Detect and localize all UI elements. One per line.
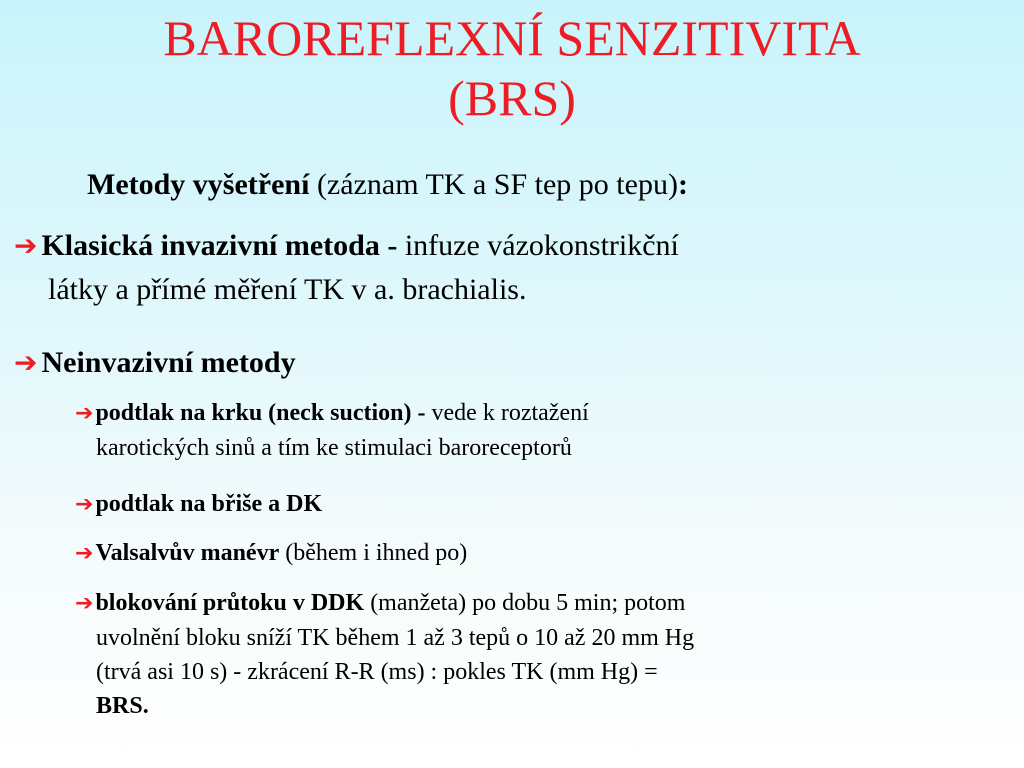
neck-suction-text-2: karotických sinů a tím ke stimulaci baroreceptorů	[96, 435, 572, 461]
invasive-method-text-1: infuze vázokonstrikční	[404, 229, 679, 262]
arrow-bullet-icon: ➔	[14, 346, 38, 379]
subtitle-colon: :	[677, 168, 688, 201]
flow-blocking-label: blokování průtoku v DDK	[95, 590, 365, 616]
title-line-2: (BRS)	[448, 70, 576, 126]
flow-blocking-text-2: uvolnění bloku sníží TK během 1 až 3 tepů o 10 až 20 mm Hg	[96, 625, 695, 651]
noninvasive-methods-label: Neinvazivní metody	[41, 346, 296, 379]
bullet-noninvasive-methods	[14, 341, 954, 385]
neck-suction-label: podtlak na krku (neck suction) -	[95, 400, 432, 426]
subbullet-flow-blocking	[75, 586, 975, 723]
flow-blocking-text-3: (trvá asi 10 s) - zkrácení R-R (ms) : pokles TK (mm Hg) =	[96, 659, 658, 685]
arrow-bullet-icon: ➔	[75, 492, 94, 517]
subbullet-valsalva	[75, 536, 975, 571]
methods-subtitle	[87, 166, 688, 204]
subtitle-normal: (záznam TK a SF tep po tepu)	[309, 168, 678, 201]
neck-suction-text-1: vede k roztažení	[431, 400, 589, 426]
valsalva-label: Valsalvův manévr	[95, 540, 280, 566]
arrow-bullet-icon: ➔	[75, 591, 94, 616]
valsalva-text: (během i ihned po)	[279, 540, 468, 566]
bullet-invasive-method	[14, 224, 954, 312]
flow-blocking-text-4: BRS.	[96, 693, 149, 719]
slide-title	[0, 8, 1024, 128]
lower-body-label: podtlak na břiše a DK	[95, 491, 323, 517]
invasive-method-text-2: látky a přímé měření TK v a. brachialis.	[48, 273, 527, 306]
arrow-bullet-icon: ➔	[75, 541, 94, 566]
invasive-method-label: Klasická invazivní metoda -	[41, 229, 405, 262]
arrow-bullet-icon: ➔	[75, 401, 94, 426]
arrow-bullet-icon: ➔	[14, 229, 38, 262]
flow-blocking-text-1: (manžeta) po dobu 5 min; potom	[364, 590, 686, 616]
subtitle-bold: Metody vyšetření	[87, 168, 310, 201]
title-line-1: BAROREFLEXNÍ SENZITIVITA	[163, 10, 861, 66]
subbullet-neck-suction	[75, 396, 975, 465]
subbullet-lower-body	[75, 487, 975, 522]
